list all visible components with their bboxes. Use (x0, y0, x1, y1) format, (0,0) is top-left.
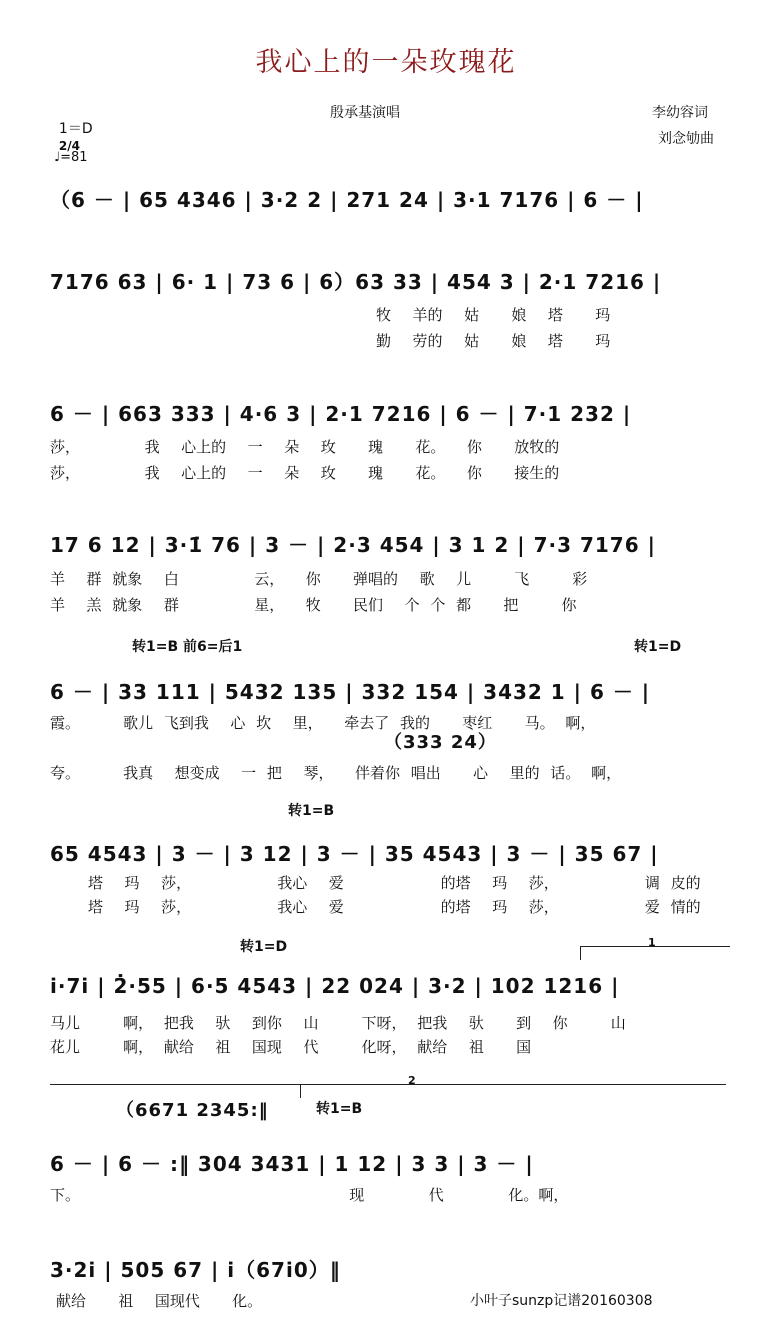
key-label: 1＝D (58, 121, 93, 137)
score-line-6: 65 4543 | 3 － | 3 12 | 3 － | 35 4543 | 3 － | 35 67 | (50, 842, 659, 866)
key-change-annotation-d2: 转1=D (240, 939, 288, 955)
key-change-annotation-b: 转1=B 前6=后1 (132, 639, 243, 655)
score-line-8: 6 － | 6 － :‖ 304 3431 | 1 12 | 3 3 | 3 － | (50, 1152, 534, 1176)
lyric-line-2a: 牧 羊的 姑 娘 塔 玛 (376, 306, 611, 324)
score-line-7: i̇·7i̇ | 2̇·55 | 6·5 4543 | 22 024 | 3·2 | 102 1216 | (50, 974, 620, 998)
lyric-line-6b: 塔 玛 莎， 我心 爱 的塔 玛 莎， 爱 情的 (88, 898, 701, 916)
volta-bracket-2-hook (300, 1084, 301, 1098)
lyric-line-5b: 夸。 我真 想变成 一 把 琴， 伴着你 唱出 心 里的 话。 啊， (50, 764, 622, 782)
key-change-annotation-b2: 转1=B (288, 803, 335, 819)
transcriber-signature: 小叶子sunzp记谱20160308 (470, 1293, 653, 1309)
singer-credit: 殷承基演唱 (330, 105, 400, 121)
volta-number-2: 2 (408, 1074, 416, 1087)
time-signature: 2/4 (58, 139, 80, 153)
lyric-line-3a: 莎， 我 心上的 一 朵 玫 瑰 花。 你 放牧的 (50, 438, 560, 456)
score-line-5: 6 － | 33 111 | 5432 135 | 332 154 | 3432 1 | 6 － | (50, 680, 651, 704)
lyric-line-9: 献给 祖 国现代 化。 (56, 1292, 263, 1310)
key-signature (50, 102, 93, 154)
key-change-annotation-b3: 转1=B (316, 1101, 363, 1117)
lyric-line-4b: 羊 羔 就象 群 星， 牧 民们 个 个 都 把 你 (50, 596, 577, 614)
lyric-line-4a: 羊 群 就象 白 云， 你 弹唱的 歌 儿 飞 彩 (50, 570, 588, 588)
lyric-line-8: 下。 现 代 化。啊， (50, 1186, 569, 1204)
score-line-9: 3·2i̇ | 505 67 | i̇（67i̇0）‖ (50, 1258, 341, 1282)
lyric-line-7a: 马儿 啊， 把我 驮 到你 山 下呀， 把我 驮 到 你 山 (50, 1014, 626, 1032)
lyric-line-3b: 莎， 我 心上的 一 朵 玫 瑰 花。 你 接生的 (50, 464, 560, 482)
score-line-4: 17 6 12 | 3·1̇ 76 | 3 － | 2·3 454 | 3 1 2 | 7·3 7176 | (50, 533, 656, 557)
interlude-repeat: （6671 2345:‖ (116, 1100, 269, 1121)
tempo-marking: ♩=81 (54, 150, 88, 165)
composer-credit: 刘念劬曲 (658, 131, 714, 147)
volta-bracket-2 (50, 1084, 726, 1085)
lyric-line-7b: 花儿 啊， 献给 祖 国现 代 化呀， 献给 祖 国 (50, 1038, 532, 1056)
volta-number-1: 1 (648, 936, 656, 949)
lyric-line-5a: 霞。 歌儿 飞到我 心 坎 里， 牵去了 我的 枣红 马。 啊， (50, 714, 596, 732)
interlude-phrase: （333 24） (384, 732, 497, 753)
score-line-1: （6 － | 65 4346 | 3·2 2 | 271 24 | 3·1 7176 | 6 － | (50, 188, 644, 212)
lyric-line-6a: 塔 玛 莎， 我心 爱 的塔 玛 莎， 调 皮的 (88, 874, 701, 892)
lyric-line-2b: 勤 劳的 姑 娘 塔 玛 (376, 332, 611, 350)
key-change-annotation-d: 转1=D (634, 639, 682, 655)
song-title: 我心上的一朵玫瑰花 (255, 47, 517, 78)
score-line-2: 7176 63 | 6· 1 | 73 6 | 6）63 33 | 454 3 | 2·1 7216 | (50, 270, 662, 294)
lyricist-credit: 李幼容词 (652, 105, 708, 121)
score-line-3: 6 － | 663 333 | 4·6 3 | 2·1 7216 | 6 － | 7·1 232 | (50, 402, 632, 426)
volta-bracket-1-hook (580, 946, 581, 960)
